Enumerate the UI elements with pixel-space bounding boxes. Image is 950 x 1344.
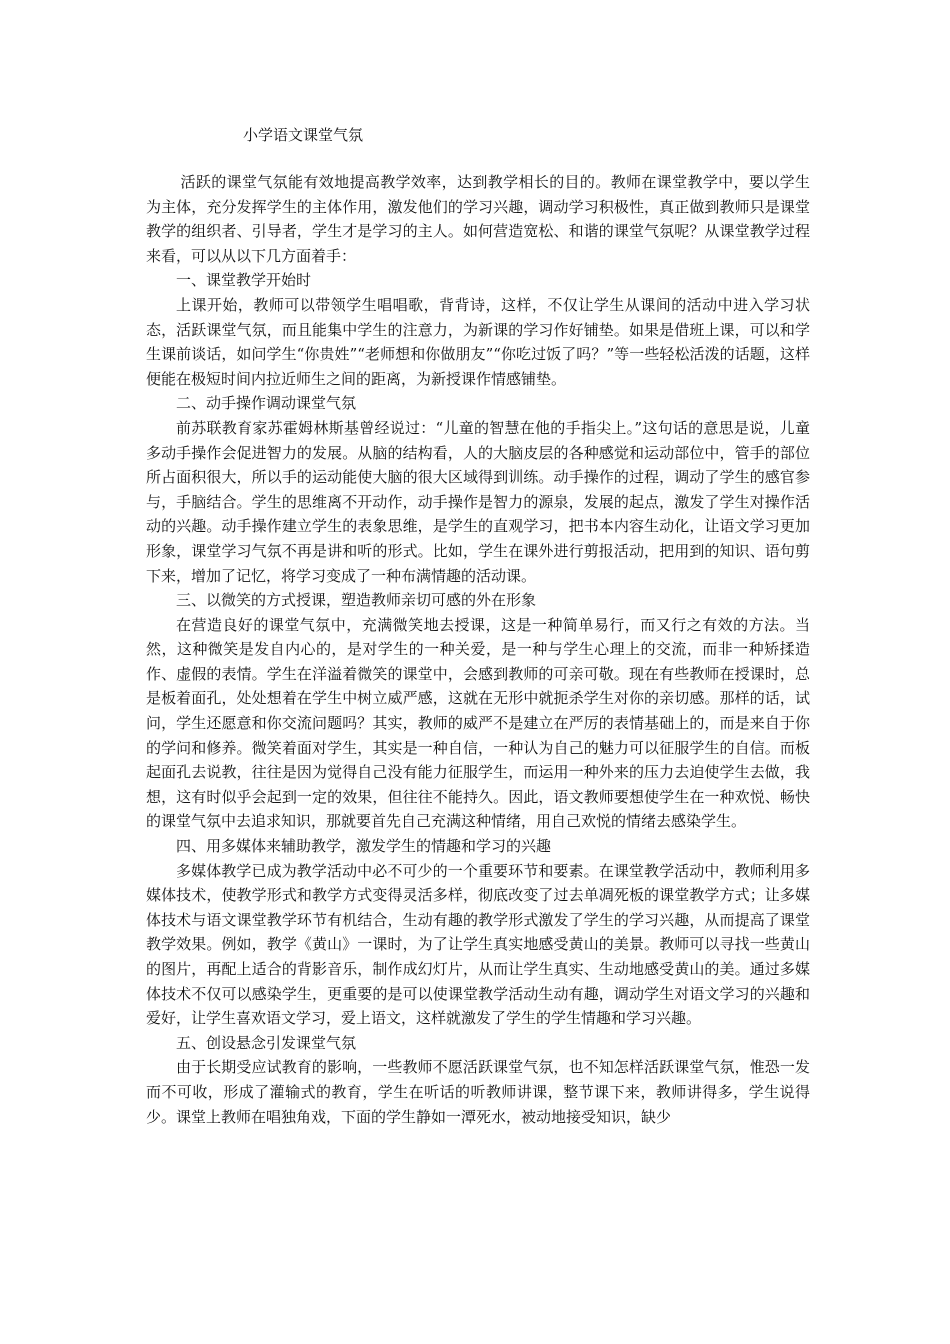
- section-heading: 四、用多媒体来辅助教学，激发学生的情趣和学习的兴趣: [176, 837, 552, 856]
- section-heading: 三、以微笑的方式授课，塑造教师亲切可感的外在形象: [176, 591, 537, 610]
- intro-paragraph: 活跃的课堂气氛能有效地提高教学效率，达到教学相长的目的。教师在课堂教学中，要以学生为主体，充分发挥学生的主体作用，激发他们的学习兴趣，调动学习积极性，真正做到教师只是课堂教学的组织者、引导者，学生才是学习的主人。如何营造宽松、和谐的课堂气氛呢？从课堂教学过程来看，可以从以下几方面着手：: [146, 173, 810, 265]
- section-paragraph: 多媒体教学已成为教学活动中必不可少的一个重要环节和要素。在课堂教学活动中，教师利用多媒体技术，使教学形式和教学方式变得灵活多样，彻底改变了过去单凋死板的课堂教学方式；让多媒体技术与语文课堂教学环节有机结合，生动有趣的教学形式激发了学生的学习兴趣，从而提高了课堂教学效果。例如，教学《黄山》一课时，为了让学生真实地感受黄山的美景。教师可以寻找一些黄山的图片，再配上适合的背影音乐，制作成幻灯片，从而让学生真实、生动地感受黄山的美。通过多媒体技术不仅可以感染学生，更重要的是可以使课堂教学活动生动有趣，调动学生对语文学习的兴趣和爱好，让学生喜欢语文学习，爱上语文，这样就激发了学生的学生情趣和学习兴趣。: [146, 861, 810, 1028]
- section-paragraph: 由于长期受应试教育的影响，一些教师不愿活跃课堂气氛，也不知怎样活跃课堂气氛，惟恐一发而不可收，形成了灌输式的教育，学生在听话的听教师讲课，整节课下来，教师讲得多，学生说得少。课堂上教师在唱独角戏，下面的学生静如一潭死水，被动地接受知识，缺少: [146, 1058, 810, 1126]
- section-paragraph: 前苏联教育家苏霍姆林斯基曾经说过：“儿童的智慧在他的手指尖上。”这句话的意思是说，儿童多动手操作会促进智力的发展。从脑的结构看，人的大脑皮层的各种感觉和运动部位中，管手的部位所占面积很大，所以手的运动能使大脑的很大区域得到训练。动手操作的过程，调动了学生的感官参与，手脑结合。学生的思维离不开动作，动手操作是智力的源泉，发展的起点，激发了学生对操作活动的兴趣。动手操作建立学生的表象思维，是学生的直观学习，把书本内容生动化，让语文学习更加形象，课堂学习气氛不再是讲和听的形式。比如，学生在课外进行剪报活动，把用到的知识、语句剪下来，增加了记忆，将学习变成了一种布满情趣的活动课。: [146, 418, 810, 585]
- section-heading: 五、创设悬念引发课堂气氛: [176, 1033, 357, 1052]
- document-title: 小学语文课堂气氛: [243, 126, 364, 144]
- document-body: [146, 170, 810, 1129]
- section-paragraph: 在营造良好的课堂气氛中，充满微笑地去授课，这是一种简单易行，而又行之有效的方法。当然，这种微笑是发自内心的，是对学生的一种关爱，是一种与学生心理上的交流，而非一种矫揉造作、虚假的表情。学生在洋溢着微笑的课堂中，会感到教师的可亲可敬。现在有些教师在授课时，总是板着面孔，处处想着在学生中树立威严感，这就在无形中就扼杀学生对你的亲切感。那样的话，试问，学生还愿意和你交流问题吗？其实，教师的威严不是建立在严厉的表情基础上的，而是来自于你的学问和修养。微笑着面对学生，其实是一种自信，一种认为自己的魅力可以征服学生的自信。而板起面孔去说教，往往是因为觉得自己没有能力征服学生，而运用一种外来的压力去迫使学生去做，我想，这有时似乎会起到一定的效果，但往往不能持久。因此，语文教师要想使学生在一种欢悦、畅快的课堂气氛中去追求知识，那就要首先自己充满这种情绪，用自己欢悦的情绪去感染学生。: [146, 615, 810, 831]
- section-heading: 一、课堂教学开始时: [176, 271, 312, 290]
- section-paragraph: 上课开始，教师可以带领学生唱唱歌，背背诗，这样，不仅让学生从课间的活动中进入学习状态，活跃课堂气氛，而且能集中学生的注意力，为新课的学习作好铺垫。如果是借班上课，可以和学生课前谈话，如问学生“你贵姓”“老师想和你做朋友”“你吃过饭了吗？”等一些轻松活泼的话题，这样便能在极短时间内拉近师生之间的距离，为新授课作情感铺垫。: [146, 295, 810, 388]
- section-heading: 二、动手操作调动课堂气氛: [176, 394, 357, 413]
